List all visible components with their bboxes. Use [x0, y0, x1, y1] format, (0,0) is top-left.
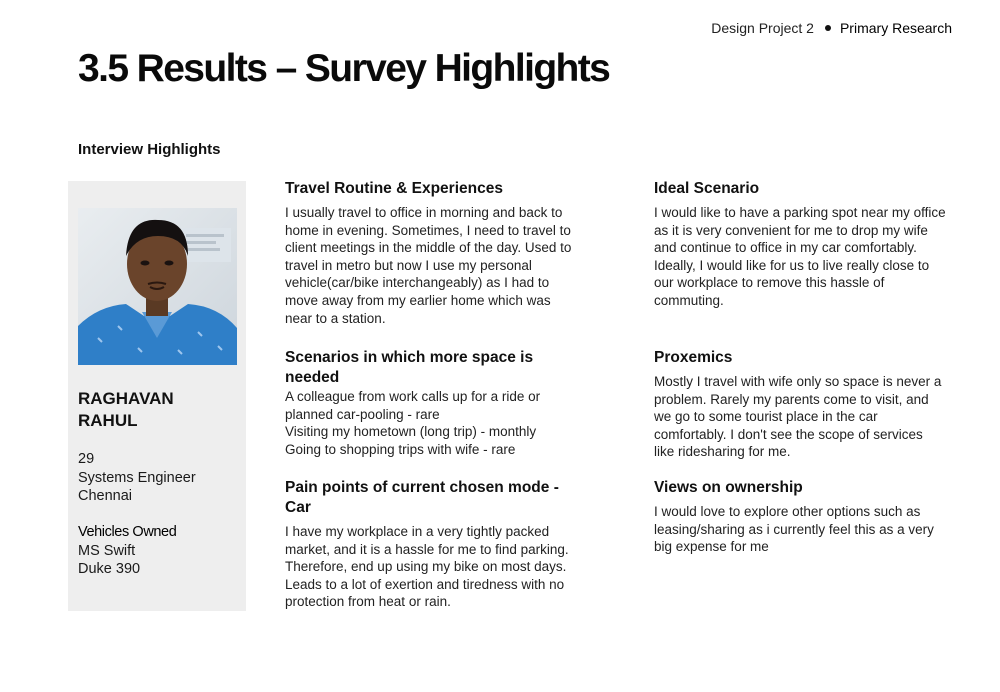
vehicle-item: Duke 390: [78, 561, 141, 577]
scenarios-heading: Scenarios in which more space is needed: [285, 349, 534, 386]
vehicles-owned: [78, 523, 176, 579]
proxemics-heading: Proxemics: [654, 349, 733, 366]
travel-routine-block: [285, 179, 615, 327]
ownership-block: [654, 478, 984, 556]
interviewee-city: Chennai: [78, 488, 133, 504]
vehicle-item: MS Swift: [78, 542, 136, 559]
page-title: 3.5 Results – Survey Highlights: [78, 47, 610, 90]
ideal-scenario-block: [654, 179, 984, 310]
profile-card: [68, 181, 246, 611]
ideal-scenario-heading: Ideal Scenario: [654, 180, 760, 197]
ownership-heading: Views on ownership: [654, 479, 803, 496]
travel-routine-heading: Travel Routine & Experiences: [285, 180, 503, 197]
scenarios-text: A colleague from work calls up for a ride or planned car-pooling - rare Visiting my hometown (long trip) - monthly Going to shopping trips with wife - rare: [285, 389, 541, 457]
scenarios-block: [285, 348, 615, 458]
interviewee-role: Systems Engineer: [78, 469, 196, 486]
interviewee-details: [78, 450, 196, 506]
project-label: Design Project 2: [711, 20, 814, 36]
proxemics-text: Mostly I travel with wife only so space is never a problem. Rarely my parents come to visit, and we go to some tourist place in the car comfortably. I don't see the scope of services like ridesharing for me.: [654, 374, 942, 460]
interviewee-photo: [78, 208, 237, 365]
pain-points-block: [285, 478, 615, 611]
header-meta: [711, 20, 952, 36]
ownership-text: I would love to explore other options such as leasing/sharing as i currently feel this as a very big expense for me: [654, 504, 934, 555]
pain-points-text: I have my workplace in a very tightly packed market, and it is a hassle for me to find parking. Therefore, end up using my bike on most days. Leads to a lot of exertion and tiredness with no protection from heat or rain.: [285, 524, 569, 610]
pain-points-heading: Pain points of current chosen mode - Car: [285, 479, 559, 516]
section-label-current: Primary Research: [839, 20, 952, 36]
interviewee-portrait-image: [78, 208, 237, 365]
interviewee-name: RAGHAVAN RAHUL: [78, 389, 174, 430]
vehicles-owned-label: Vehicles Owned: [78, 524, 177, 540]
ideal-scenario-text: I would like to have a parking spot near my office as it is very convenient for me to drop my wife and continue to office in my car comfortably. Ideally, I would like for us to live really close to our workplace to remove this hassle of commuting.: [654, 205, 946, 308]
interview-highlights-label: Interview Highlights: [78, 141, 221, 158]
bullet-dot-icon: [825, 25, 831, 31]
proxemics-block: [654, 348, 984, 461]
travel-routine-text: I usually travel to office in morning and back to home in evening. Sometimes, I need to travel to client meetings in the middle of the day. Used to travel in metro but now I use my personal vehicle(car/bike interchangeably) as I had to move away from my earlier home which was near to a station.: [285, 205, 572, 326]
interviewee-age: 29: [78, 451, 95, 467]
